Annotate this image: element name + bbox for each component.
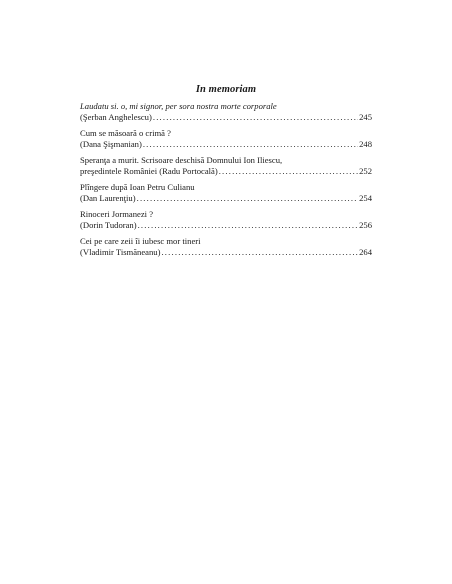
toc-entry-title: Cei pe care zeii îi iubesc mor tineri [80, 236, 201, 246]
toc-entry-author: (Şerban Anghelescu) [80, 111, 152, 122]
toc-entry-line [80, 166, 372, 177]
dot-leader [153, 112, 358, 123]
toc-entry-line [80, 139, 372, 150]
toc-entry [80, 101, 372, 122]
toc-entry [80, 155, 372, 176]
toc-entry [80, 182, 372, 203]
toc-entry [80, 236, 372, 257]
toc-entry-page-number: 254 [359, 192, 372, 203]
toc-entry-page-number: 256 [359, 219, 372, 230]
toc-entry-title: Speranţa a murit. Scrisoare deschisă Domnului Ion Iliescu, [80, 155, 283, 165]
toc-entry-line [80, 112, 372, 123]
toc-entry [80, 209, 372, 230]
toc-entry-page-number: 248 [359, 138, 372, 149]
toc-entry-line [80, 247, 372, 258]
section-title: In memoriam [195, 84, 257, 95]
dot-leader [137, 193, 359, 204]
toc-entry-author: (Dan Laurenţiu) [80, 192, 136, 203]
toc-entry-line [80, 220, 372, 231]
toc-entry-title: Rinoceri Jormanezi ? [80, 209, 154, 219]
table-of-contents [80, 101, 372, 263]
toc-entry-author: (Dana Şişmanian) [80, 138, 142, 149]
toc-entry-page-number: 264 [359, 246, 372, 257]
dot-leader [219, 166, 358, 177]
dot-leader [143, 139, 358, 150]
toc-entry-title: Plîngere după Ioan Petru Culianu [80, 182, 195, 192]
toc-entry-page-number: 245 [359, 111, 372, 122]
dot-leader [138, 220, 359, 231]
toc-entry-author: (Dorin Tudoran) [80, 219, 137, 230]
toc-entry-author: preşedintele României (Radu Portocală) [80, 165, 218, 176]
toc-entry [80, 128, 372, 149]
toc-entry-line [80, 193, 372, 204]
toc-entry-page-number: 252 [359, 165, 372, 176]
toc-entry-author: (Vladimir Tismăneanu) [80, 246, 161, 257]
toc-entry-title: Cum se măsoară o crimă ? [80, 128, 171, 138]
dot-leader [161, 247, 358, 258]
toc-entry-title: Laudatu si. o, mi signor, per sora nostra morte corporale [80, 101, 277, 111]
